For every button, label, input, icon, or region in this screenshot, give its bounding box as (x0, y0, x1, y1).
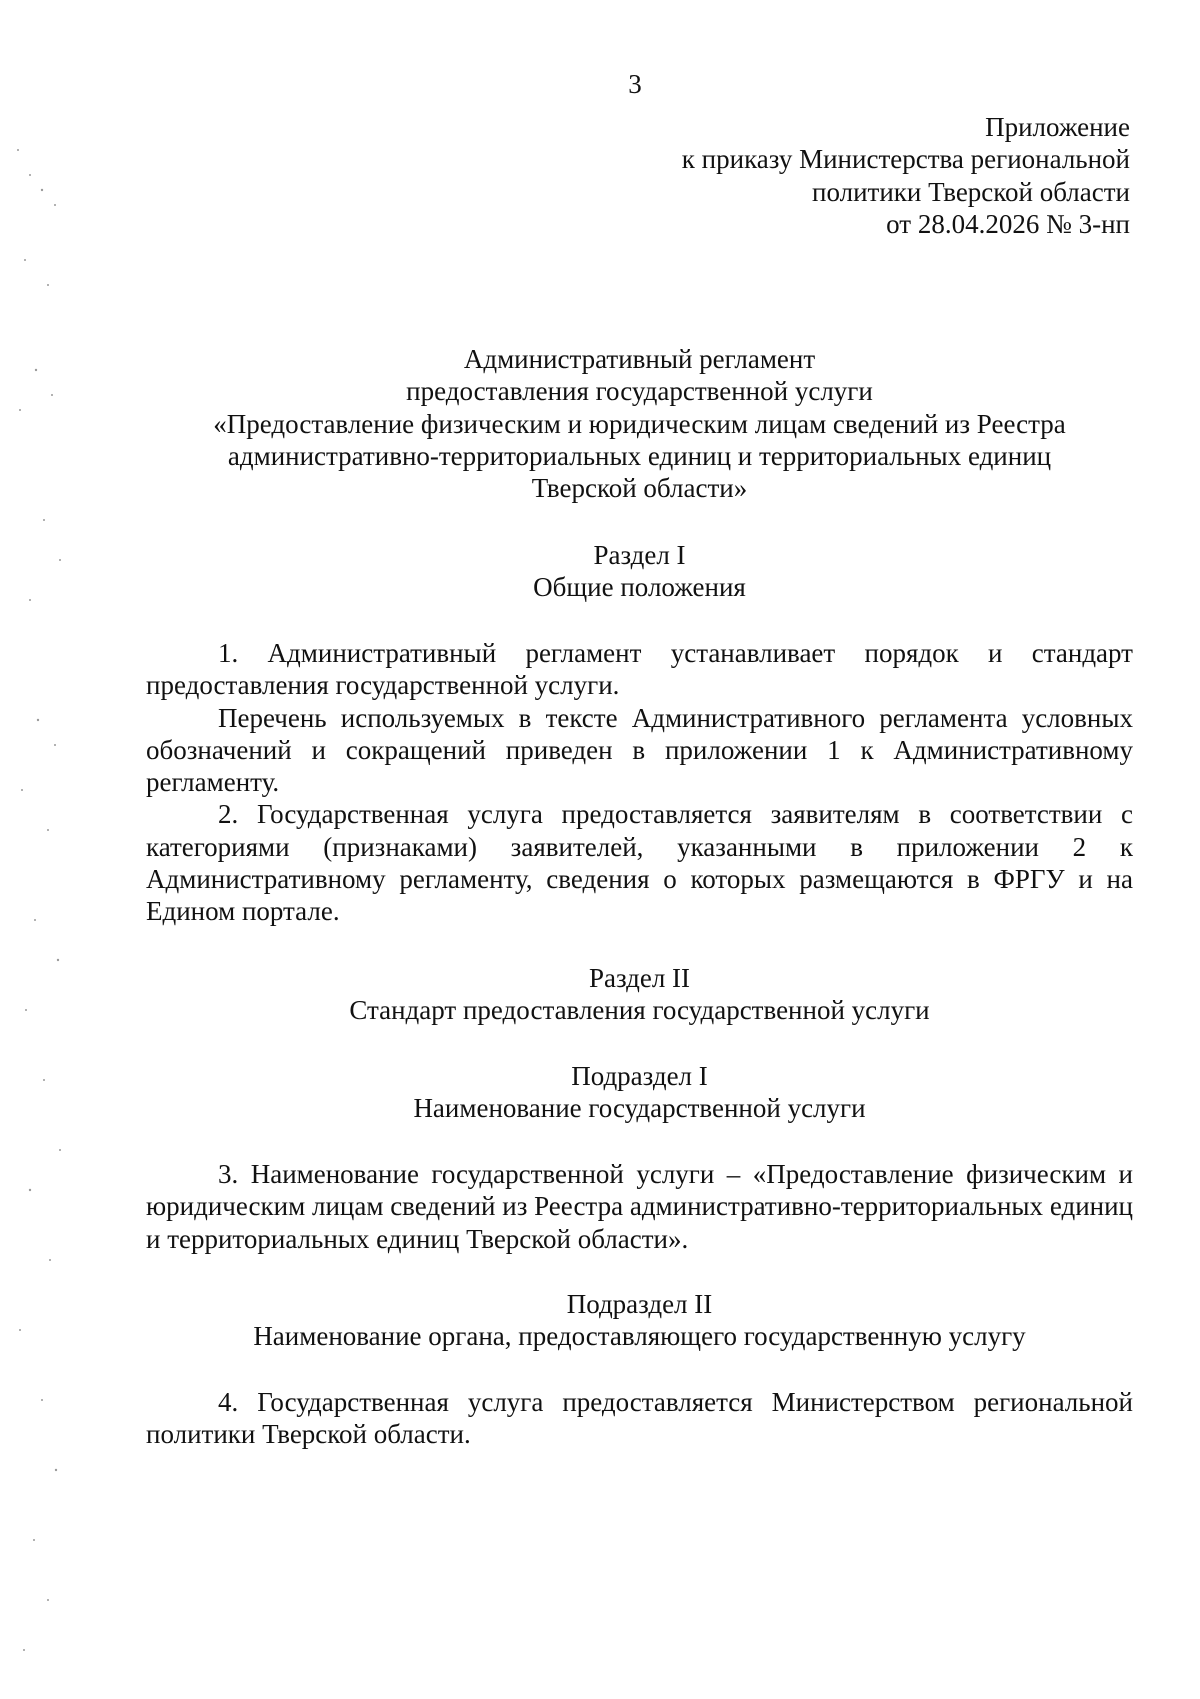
paragraph: 4. Государственная услуга предоставляется Министерством региональной политики Тверской области. (146, 1387, 1133, 1450)
subsection-label: Подраздел I (571, 1061, 708, 1091)
subsection-2-body (146, 1386, 1133, 1451)
paragraph: 3. Наименование государственной услуги – «Предоставление физическим и юридическим лицам сведений из Реестра административно-территориальных единиц и территориальных единиц Тверской области». (146, 1159, 1133, 1254)
title-line: Тверской области» (531, 473, 748, 504)
attachment-line: от 28.04.2026 № 3-нп (886, 208, 1130, 239)
subsection-1-heading (146, 1060, 1133, 1125)
section-label: Раздел II (588, 963, 691, 993)
attachment-line: Приложение (985, 112, 1130, 142)
attachment-header (682, 111, 1130, 240)
subsection-title: Наименование органа, предоставляющего государственную услугу (253, 1321, 1026, 1352)
section-1-body (146, 637, 1133, 928)
title-line: Административный регламент (463, 344, 816, 374)
subsection-1-body (146, 1158, 1133, 1255)
title-line: предоставления государственной услуги (406, 376, 873, 407)
subsection-title: Наименование государственной услуги (413, 1093, 866, 1124)
section-1-heading (146, 539, 1133, 604)
subsection-2-heading (146, 1288, 1133, 1353)
section-label: Раздел I (593, 540, 686, 570)
attachment-line: к приказу Министерства региональной (681, 144, 1130, 175)
page-number: 3 (628, 69, 642, 99)
paragraph: 2. Государственная услуга предоставляется заявителям в соответствии с категориями (признаками) заявителей, указанными в приложении 2 к Административному регламенту, сведения о которых размещаются в ФРГУ и на Едином портале. (146, 799, 1133, 927)
scan-margin-specks (0, 0, 90, 1699)
title-line: «Предоставление физическим и юридическим лицам сведений из Реестра (213, 408, 1066, 439)
attachment-line: политики Тверской области (812, 176, 1130, 207)
paragraph: 1. Административный регламент устанавливает порядок и стандарт предоставления государственной услуги. (146, 638, 1133, 701)
section-title: Общие положения (533, 572, 746, 603)
subsection-label: Подраздел II (566, 1289, 713, 1319)
document-title (146, 343, 1133, 504)
section-2-heading (146, 962, 1133, 1027)
section-title: Стандарт предоставления государственной услуги (349, 995, 930, 1026)
title-line: административно-территориальных единиц и территориальных единиц (227, 440, 1052, 471)
paragraph: Перечень используемых в тексте Административного регламента условных обозначений и сокращений приведен в приложении 1 к Административному регламенту. (146, 702, 1133, 798)
